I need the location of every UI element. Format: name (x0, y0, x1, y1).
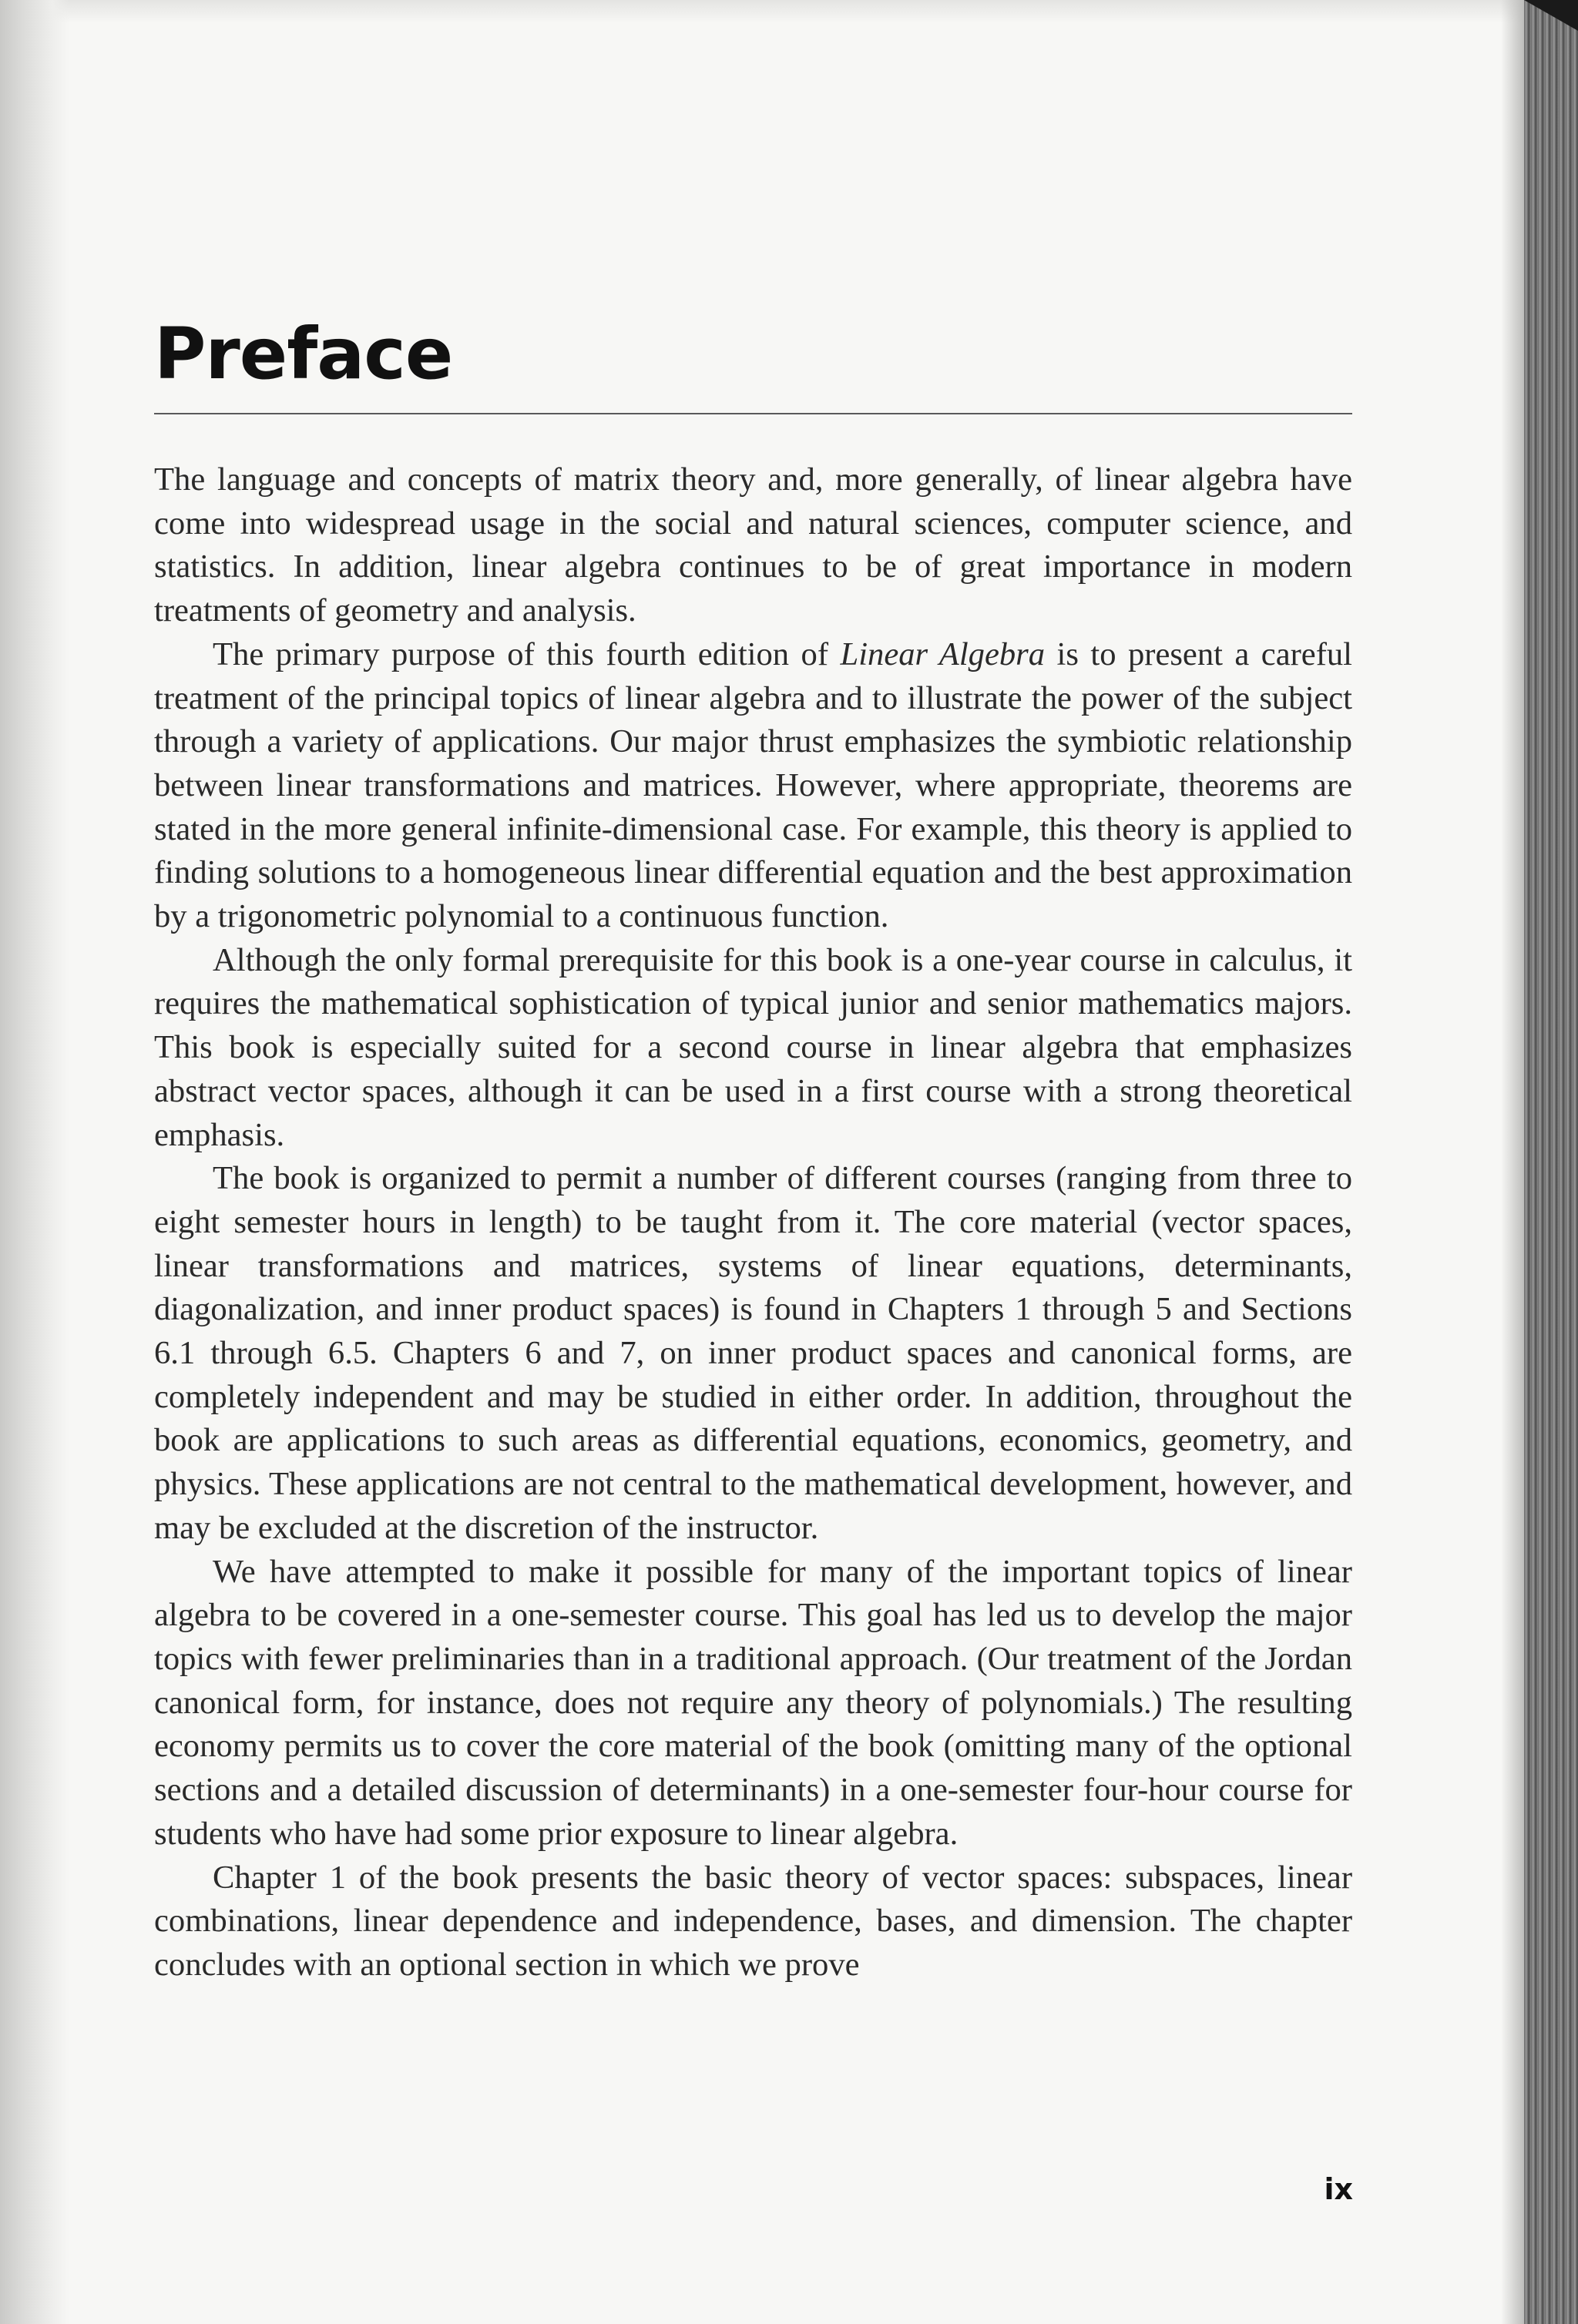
paragraph-6-text: Chapter 1 of the book presents the basic theory of vector spaces: subspaces, linear combinations, linear dependence and independence, bases, and dimension. The chapter concludes with an optional section in which we prove (154, 1859, 1352, 1983)
paragraph-2 (154, 633, 1352, 939)
paragraph-5 (154, 1551, 1352, 1856)
paragraph-2-text-before: The primary purpose of this fourth edition of (213, 635, 841, 672)
page-edge-shadow (1501, 0, 1524, 2324)
page-title: Preface (154, 313, 453, 395)
paragraph-6 (154, 1856, 1352, 1987)
page-number: ix (1324, 2172, 1353, 2206)
paragraph-1 (154, 458, 1352, 633)
paragraph-3 (154, 939, 1352, 1158)
paragraph-2-text-after: is to present a careful treatment of the principal topics of linear algebra and to illustrate the power of the subject through a variety of applications. Our major thrust emphasizes the symbiotic relationship between linear transformations and matrices. However, where appropriate, theorems are stated in the more general infinite-dimensional case. For example, this theory is applied to finding solutions to a homogeneous linear differential equation and the best approximation by a trigonometric polynomial to a continuous function. (154, 635, 1353, 935)
book-title-italic: Linear Algebra (840, 635, 1046, 672)
paragraph-5-text: We have attempted to make it possible for many of the important topics of linear algebra to be covered in a one-semester course. This goal has led us to develop the major topics with fewer preliminaries than in a traditional approach. (Our treatment of the Jordan canonical form, for instance, does not require any theory of polynomials.) The resulting economy permits us to cover the core material of the book (omitting many of the optional sections and a detailed discussion of determinants) in a one-semester four-hour course for students who have had some prior exposure to linear algebra. (154, 1553, 1352, 1852)
title-rule (154, 413, 1352, 414)
scan-gutter-shadow (0, 0, 69, 2324)
paragraph-4 (154, 1157, 1352, 1550)
paragraph-3-text: Although the only formal prerequisite for this book is a one-year course in calculus, it requires the mathematical sophistication of typical junior and senior mathematics majors. This book is especially suited for a second course in linear algebra that emphasizes abstract vector spaces, although it can be used in a first course with a strong theoretical emphasis. (154, 941, 1352, 1153)
paragraph-4-text: The book is organized to permit a number of different courses (ranging from three to eight semester hours in length) to be taught from it. The core material (vector spaces, linear transformations and matrices, systems of linear equations, determinants, diagonalization, and inner product spaces) is found in Chapters 1 through 5 and Sections 6.1 through 6.5. Chapters 6 and 7, on inner product spaces and canonical forms, are completely independent and may be studied in either order. In addition, throughout the book are applications to such areas as differential equations, economics, geometry, and physics. These applications are not central to the mathematical development, however, and may be excluded at the discretion of the instructor. (154, 1160, 1352, 1546)
scan-top-shadow (0, 0, 1578, 23)
preface-body (154, 458, 1352, 1987)
page-edge-corner (1524, 0, 1578, 31)
paragraph-1-text: The language and concepts of matrix theory and, more generally, of linear algebra have come into widespread usage in the social and natural sciences, computer science, and statistics. In addition, linear algebra continues to be of great importance in modern treatments of geometry and analysis. (154, 461, 1352, 629)
book-page-edges (1524, 0, 1578, 2324)
